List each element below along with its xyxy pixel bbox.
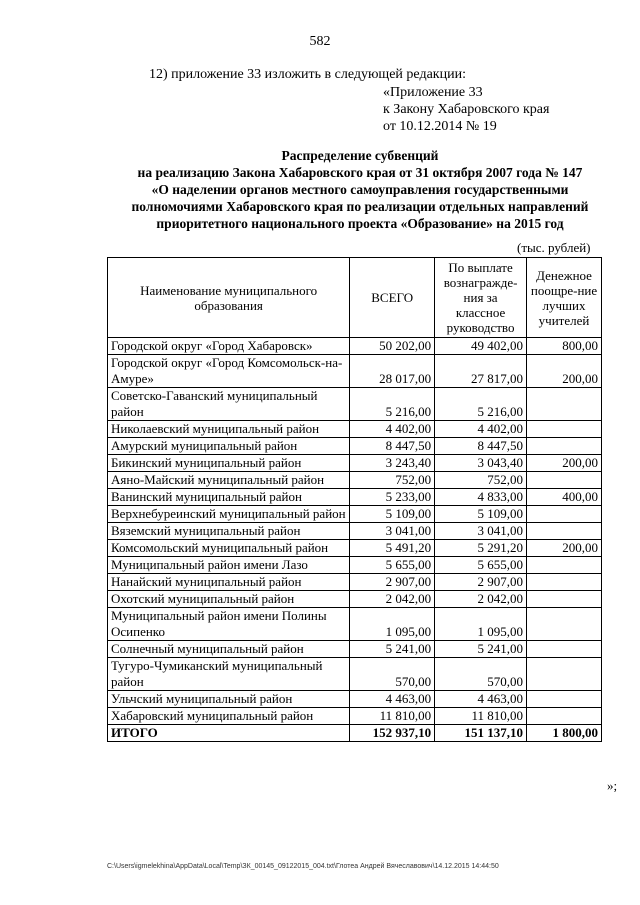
row-name: Нанайский муниципальный район <box>108 574 350 591</box>
title-line: Распределение субвенций <box>281 148 439 163</box>
row-name: Советско-Гаванский муниципальный район <box>108 388 350 421</box>
closing-quote: »; <box>607 778 618 793</box>
row-payment: 5 216,00 <box>435 388 527 421</box>
row-name: Комсомольский муниципальный район <box>108 540 350 557</box>
row-total: 1 095,00 <box>350 608 435 641</box>
table-row <box>108 438 602 455</box>
page-number: 582 <box>309 34 331 49</box>
row-name: Верхнебуреинский муниципальный район <box>108 506 350 523</box>
row-name: Аяно-Майский муниципальный район <box>108 472 350 489</box>
row-total: 4 463,00 <box>350 691 435 708</box>
row-payment: 3 041,00 <box>435 523 527 540</box>
row-payment: 5 109,00 <box>435 506 527 523</box>
row-bonus <box>527 608 602 641</box>
appendix-line: от 10.12.2014 № 19 <box>383 119 497 134</box>
row-payment: 2 907,00 <box>435 574 527 591</box>
row-payment: 49 402,00 <box>435 338 527 355</box>
row-name: Амурский муниципальный район <box>108 438 350 455</box>
row-payment: 752,00 <box>435 472 527 489</box>
row-payment: 5 655,00 <box>435 557 527 574</box>
header-bonus: Денежное поощре-ние лучших учителей <box>527 258 602 338</box>
row-bonus <box>527 691 602 708</box>
row-payment: 27 817,00 <box>435 355 527 388</box>
row-payment: 2 042,00 <box>435 591 527 608</box>
table-row <box>108 489 602 506</box>
row-total: 3 243,40 <box>350 455 435 472</box>
row-bonus <box>527 421 602 438</box>
table-row <box>108 506 602 523</box>
row-payment: 3 043,40 <box>435 455 527 472</box>
row-bonus: 400,00 <box>527 489 602 506</box>
table-header-row <box>108 258 602 338</box>
row-payment: 4 402,00 <box>435 421 527 438</box>
table-row <box>108 472 602 489</box>
row-bonus <box>527 708 602 725</box>
title-line: полномочиями Хабаровского края по реализации отдельных направлений <box>131 199 589 214</box>
row-bonus: 200,00 <box>527 540 602 557</box>
row-total: 2 042,00 <box>350 591 435 608</box>
row-total: 5 216,00 <box>350 388 435 421</box>
row-name: Городской округ «Город Комсомольск-на-Амуре» <box>108 355 350 388</box>
table-row <box>108 708 602 725</box>
table-row <box>108 338 602 355</box>
row-name: Ванинский муниципальный район <box>108 489 350 506</box>
row-payment: 4 463,00 <box>435 691 527 708</box>
row-total: 8 447,50 <box>350 438 435 455</box>
row-total: 5 491,20 <box>350 540 435 557</box>
row-bonus <box>527 506 602 523</box>
row-bonus: 200,00 <box>527 455 602 472</box>
row-name: Бикинский муниципальный район <box>108 455 350 472</box>
title-line: на реализацию Закона Хабаровского края от 31 октября 2007 года № 147 <box>137 165 583 180</box>
row-total: 11 810,00 <box>350 708 435 725</box>
row-name: Муниципальный район имени Полины Осипенко <box>108 608 350 641</box>
header-payment: По выплате вознагражде-ния за классное руководство <box>435 258 527 338</box>
table-row <box>108 355 602 388</box>
row-total: 570,00 <box>350 658 435 691</box>
row-payment: 11 810,00 <box>435 708 527 725</box>
row-bonus <box>527 557 602 574</box>
row-name: Николаевский муниципальный район <box>108 421 350 438</box>
row-bonus: 1 800,00 <box>527 725 602 742</box>
title-line: «О наделении органов местного самоуправления государственными <box>151 182 569 197</box>
appendix-reference <box>383 84 549 135</box>
row-name: Вяземский муниципальный район <box>108 523 350 540</box>
row-payment: 5 241,00 <box>435 641 527 658</box>
table-row <box>108 691 602 708</box>
row-total: 5 241,00 <box>350 641 435 658</box>
row-bonus <box>527 641 602 658</box>
row-total: 50 202,00 <box>350 338 435 355</box>
row-total: 4 402,00 <box>350 421 435 438</box>
row-total: 28 017,00 <box>350 355 435 388</box>
appendix-line: «Приложение 33 <box>383 85 483 100</box>
subvention-table <box>107 257 602 742</box>
file-path-footer: C:\Users\igmelekhina\AppData\Local\Temp\ЗК_00145_09122015_004.txt\Глотеа Андрей Вячеславович\14.12.2015 14:44:50 <box>107 863 499 870</box>
row-name: Тугуро-Чумиканский муниципальный район <box>108 658 350 691</box>
row-bonus <box>527 388 602 421</box>
table-row <box>108 591 602 608</box>
row-bonus <box>527 574 602 591</box>
title-line: приоритетного национального проекта «Образование» на 2015 год <box>156 216 564 231</box>
row-total: 3 041,00 <box>350 523 435 540</box>
table-row <box>108 574 602 591</box>
row-bonus: 200,00 <box>527 355 602 388</box>
intro-text: 12) приложение 33 изложить в следующей редакции: <box>149 67 466 82</box>
table-row <box>108 388 602 421</box>
table-row <box>108 455 602 472</box>
row-bonus: 800,00 <box>527 338 602 355</box>
table-row <box>108 658 602 691</box>
row-bonus <box>527 438 602 455</box>
header-total: ВСЕГО <box>350 258 435 338</box>
row-payment: 1 095,00 <box>435 608 527 641</box>
row-total: 5 655,00 <box>350 557 435 574</box>
row-name: ИТОГО <box>108 725 350 742</box>
table-row <box>108 540 602 557</box>
row-total: 5 109,00 <box>350 506 435 523</box>
row-bonus <box>527 591 602 608</box>
table-row <box>108 608 602 641</box>
row-total: 2 907,00 <box>350 574 435 591</box>
row-total: 5 233,00 <box>350 489 435 506</box>
row-bonus <box>527 472 602 489</box>
row-total: 752,00 <box>350 472 435 489</box>
row-bonus <box>527 658 602 691</box>
table-row <box>108 421 602 438</box>
units-label: (тыс. рублей) <box>517 240 591 255</box>
row-name: Муниципальный район имени Лазо <box>108 557 350 574</box>
row-total: 152 937,10 <box>350 725 435 742</box>
row-payment: 4 833,00 <box>435 489 527 506</box>
table-body <box>108 338 602 742</box>
row-name: Охотский муниципальный район <box>108 591 350 608</box>
row-payment: 151 137,10 <box>435 725 527 742</box>
appendix-line: к Закону Хабаровского края <box>383 102 550 117</box>
table-total-row <box>108 725 602 742</box>
table-row <box>108 523 602 540</box>
row-payment: 8 447,50 <box>435 438 527 455</box>
row-name: Городской округ «Город Хабаровск» <box>108 338 350 355</box>
row-bonus <box>527 523 602 540</box>
table-row <box>108 557 602 574</box>
row-payment: 5 291,20 <box>435 540 527 557</box>
document-title <box>100 147 620 232</box>
row-name: Ульчский муниципальный район <box>108 691 350 708</box>
row-name: Хабаровский муниципальный район <box>108 708 350 725</box>
row-name: Солнечный муниципальный район <box>108 641 350 658</box>
row-payment: 570,00 <box>435 658 527 691</box>
header-name: Наименование муниципального образования <box>108 258 350 338</box>
table-row <box>108 641 602 658</box>
